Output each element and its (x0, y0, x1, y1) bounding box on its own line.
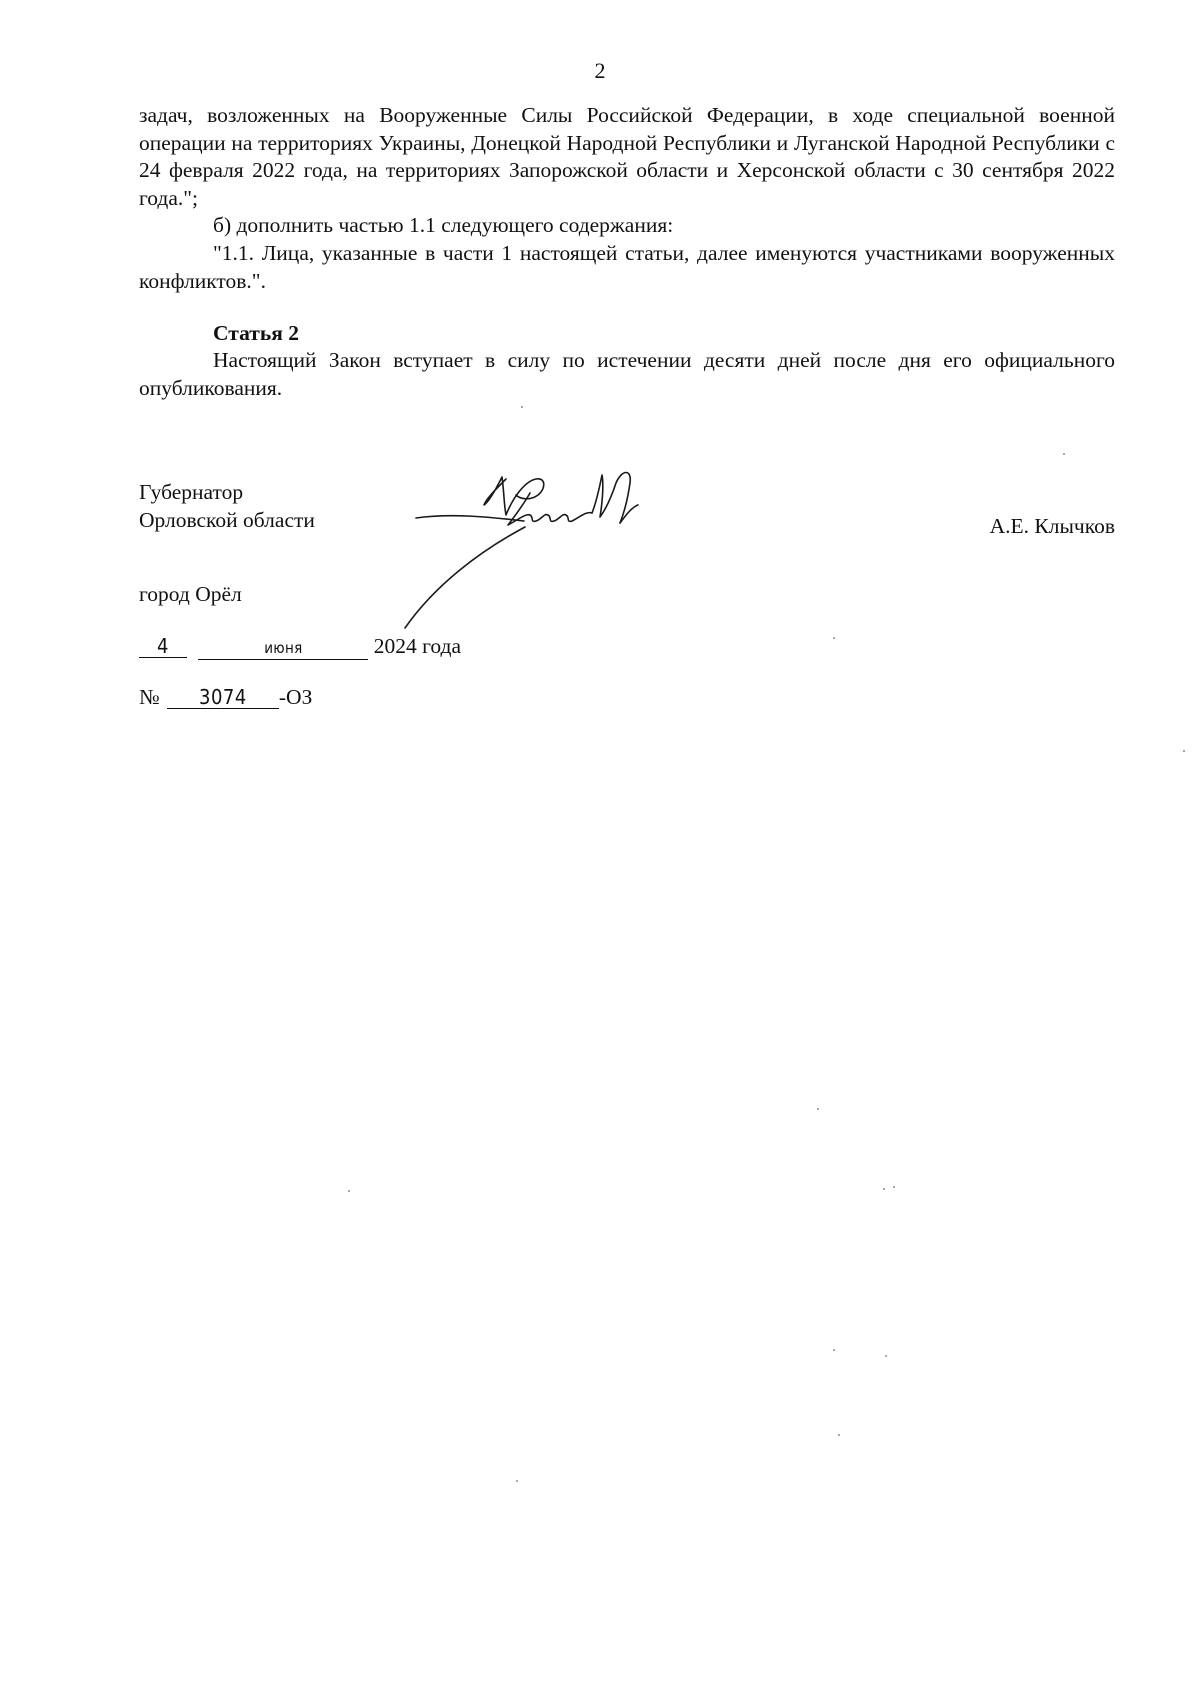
article-2-heading: Статья 2 (213, 321, 299, 345)
scan-speck (838, 1434, 840, 1436)
signing-date (139, 632, 461, 660)
scan-speck (833, 637, 835, 639)
scan-speck (833, 1349, 835, 1351)
scan-speck (817, 1108, 819, 1110)
date-day: 4 (157, 634, 169, 658)
law-number-prefix: № (139, 685, 160, 709)
scan-speck (883, 1188, 885, 1190)
law-number-suffix: -ОЗ (278, 685, 313, 709)
date-month: июня (264, 639, 303, 657)
paragraph-continuation: задач, возложенных на Вооруженные Силы Российской Федерации, в ходе специальной военной операции на территориях Украины, Донецкой Народной Республики и Луганской Народной Республики с 24 февраля 2022 года, на территориях Запорожской области и Херсонской области с 30 сентября 2022 года."; (139, 103, 1115, 210)
signatory-title-line-1: Губернатор (139, 480, 244, 504)
scan-speck (521, 406, 523, 408)
handwritten-signature (380, 455, 710, 645)
date-day-field (139, 635, 187, 658)
scan-speck (348, 1190, 350, 1192)
law-number-field (167, 686, 279, 709)
scan-speck (893, 1186, 895, 1188)
scan-speck (1063, 453, 1065, 455)
law-number: 3074 (199, 685, 247, 709)
place-of-signing: город Орёл (139, 582, 242, 606)
paragraph-quote-1-1: "1.1. Лица, указанные в части 1 настоящей статьи, далее именуются участниками вооруженных конфликтов.". (139, 241, 1115, 293)
scan-speck (516, 1480, 518, 1482)
law-number-line (139, 683, 312, 711)
date-year: 2024 года (373, 634, 462, 658)
paragraph-item-b: б) дополнить частью 1.1 следующего содержания: (213, 213, 674, 237)
scan-speck (1183, 750, 1185, 752)
signatory-name: А.Е. Клычков (989, 514, 1115, 538)
signatory-title-line-2: Орловской области (139, 508, 315, 532)
signatory-title (139, 478, 315, 534)
scan-speck (885, 1355, 887, 1357)
page-number: 2 (594, 58, 606, 83)
date-month-field (198, 635, 368, 660)
article-2-text: Настоящий Закон вступает в силу по истечении десяти дней после дня его официального опубликования. (139, 348, 1115, 400)
